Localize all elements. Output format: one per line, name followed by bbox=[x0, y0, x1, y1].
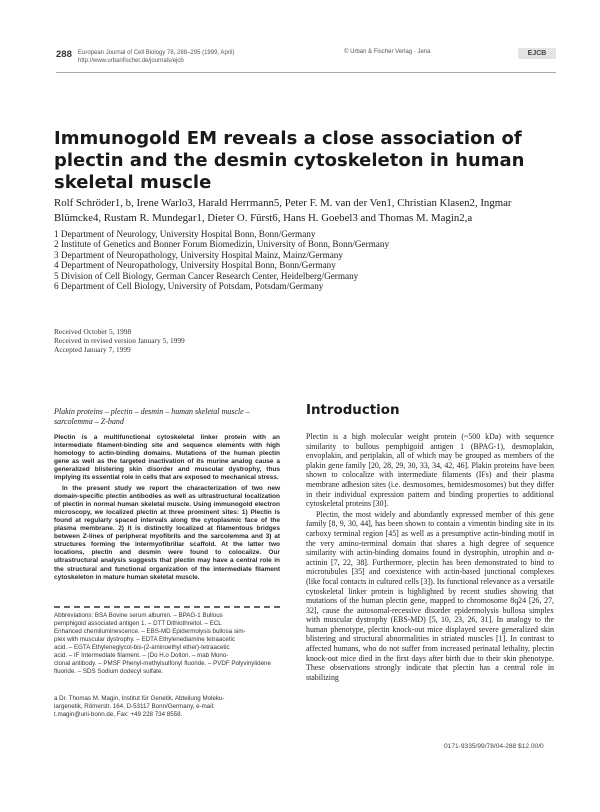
correspondence-line: t.magin@uni-bonn.de, Fax: +49 228 734 8558. bbox=[54, 711, 183, 718]
header-rule bbox=[56, 72, 556, 73]
journal-tag: EJCB bbox=[518, 48, 556, 59]
affiliation-line: 2 Institute of Genetics and Bonner Forum Biomedizin, University of Bonn, Bonn/Germany bbox=[54, 239, 390, 250]
correspondence-footnote bbox=[54, 695, 280, 719]
introduction-paragraph: Plectin, the most widely and abundantly expressed member of this gene family [8, 9, 30, 44], has been shown to contain a vimentin binding site in its carboxy terminal region [45] as well as a presumptive actin-binding motif in the very amino-terminal domain that shares a high degree of sequence similarity with actin-binding domains found in dystrophin, utrophin and α-actinin [7, 22, 38]. Furthermore, plectin has been demonstrated to bind to microtubules [35] and coexistence with actin-based junctional complexes (like focal contacts in cultured cells [3]). Its functional relevance as a versatile cytoskeletal linker protein is highlighted by recent studies showing that mutations of the human plectin gene, mapped to chromosome 8q24 [26, 27, 32], cause the autosomal-recessive disorder epidermolysis bullosa simplex with muscular dystrophy (EBS-MD) [5, 10, 23, 26, 31]. In analogy to the human phenotype, plectin knock-out mice displayed severe generalized skin blistering and structural abnormalities in striated muscles [1]. In contrast to affected humans, who do not suffer from increased perinatal lethality, plectin knock-out mice died in the first days after birth due to their skin phenotype. These observations strongly indicate that plectin has a central role in stabilizing bbox=[306, 509, 554, 682]
abstract bbox=[54, 434, 280, 584]
abbreviation-line: Enhanced chemiluminescence. – EBS-MD Epidermolysis bullosa sim- bbox=[54, 628, 246, 635]
affiliations bbox=[54, 229, 554, 291]
page-number: 288 bbox=[56, 49, 72, 60]
revised-date: Received in revised version January 5, 1999 bbox=[54, 336, 185, 345]
journal-line-1: European Journal of Cell Biology 78, 288–295 (1999, April) bbox=[78, 50, 235, 56]
publisher-line: © Urban & Fischer Verlag · Jena bbox=[344, 49, 431, 55]
abbreviation-line: clonal antibody. – PMSF Phenyl-methylsulfonyl fluoride. – PVDF Polyvinylidene fluoride. – SDS Sodium dodecyl sulfate. bbox=[54, 660, 271, 675]
affiliation-line: 4 Department of Neuropathology, University Hospital Bonn, Bonn/Germany bbox=[54, 260, 336, 271]
running-header bbox=[56, 49, 556, 69]
abstract-paragraph: Plectin is a multifunctional cytoskeletal linker protein with an intermediate filament-binding site and sequence elements with high homology to actin-binding domains. Mutations of the human plectin gene as well as the targeted inactivation of its murine analog cause a generalized blistering skin disorder and muscular dystrophy, thus implying its essential role in cells that are exposed to mechanical stress. bbox=[54, 434, 280, 482]
received-date: Received October 5, 1998 bbox=[54, 327, 132, 336]
journal-citation bbox=[78, 49, 234, 65]
section-heading-introduction: Introduction bbox=[306, 403, 400, 418]
accepted-date: Accepted January 7, 1999 bbox=[54, 345, 131, 354]
affiliation-line: 5 Division of Cell Biology, German Cancer Research Center, Heidelberg/Germany bbox=[54, 270, 359, 281]
abbreviation-line: acid. – EGTA Ethyleneglycol-bis-(2-aminoethyl ether)-tetraacetic bbox=[54, 644, 230, 651]
abbreviation-line: plex with muscular dystrophy. – EDTA Ethylenediamine tetraacetic bbox=[54, 636, 236, 643]
keywords: Plakin proteins – plectin – desmin – human skeletal muscle – sarcolemma – Z-band bbox=[54, 407, 250, 426]
abbreviation-line: pemphigoid associated antigen 1. – DTT Dithiothreitol. – ECL bbox=[54, 620, 222, 627]
author-list: Rolf Schröder1, b, Irene Warlo3, Harald Herrmann5, Peter F. M. van der Ven1, Christian Klasen2, Ingmar Blümcke4, Rustam R. Mundegar1, Dieter O. Fürst6, Hans H. Goebel3 and Thomas M. Magin2,a bbox=[54, 197, 512, 224]
affiliation-line: 3 Department of Neuropathology, University Hospital Mainz, Mainz/Germany bbox=[54, 249, 343, 260]
footnote-divider bbox=[54, 606, 280, 608]
introduction-body bbox=[306, 432, 554, 683]
article-dates bbox=[54, 327, 354, 354]
article-code: 0171-9335/99/78/04-288 $12.00/0 bbox=[444, 743, 544, 750]
introduction-paragraph: Plectin is a high molecular weight protein (~500 kDa) with sequence similarity to bullous pemphigoid antigen 1 (BPAG-1), desmoplakin, envoplakin, and periplakin, all of which may be grouped as members of the plakin gene family [20, 28, 29, 30, 33, 34, 42, 46]. Plakin proteins have been shown to colocalize with intermediate filaments (IFs) and their plasma membrane adhesion sites (i.e. desmosomes, hemidesmosomes) but they differ in their individual expression pattern and binding properties to additional cytoskeletal proteins [30]. bbox=[306, 432, 554, 509]
abbreviations bbox=[54, 612, 280, 676]
affiliation-line: 6 Department of Cell Biology, University of Potsdam, Potsdam/Germany bbox=[54, 281, 324, 292]
abbreviation-line: acid. – IF Intermediate filament. – (Do H.o Dolton. – mab Mono- bbox=[54, 652, 229, 659]
correspondence-line: a Dr. Thomas M. Magin, Institut für Genetik, Abteilung Moleku- bbox=[54, 695, 225, 702]
correspondence-line: largenetik, Römerstr. 164, D-53117 Bonn/Germany, e-mail: bbox=[54, 703, 215, 710]
article-title: Immunogold EM reveals a close association of plectin and the desmin cytoskeleton in human skeletal muscle bbox=[54, 128, 525, 193]
affiliation-line: 1 Department of Neurology, University Hospital Bonn, Bonn/Germany bbox=[54, 229, 316, 239]
abstract-paragraph: In the present study we report the characterization of two new domain-specific plectin antibodies as well as ultrastructural localization of plectin in normal human skeletal muscle. Using immunogold electron microscopy, we localized plectin at three prominent sites: 1) Plectin is found at regularly spaced intervals along the cytoplasmic face of the plasma membrane. 2) It is distinctly localized at filamentous bridges between Z-lines of peripheral myofibrils and the sarcolemma and 3) at structures forming the intermyofibrillar scaffold. At the latter two locations, plectin and desmin were found to colocalize. Our ultrastructural analysis suggests that plectin may have a central role in the structural and functional organization of the intermediate filament cytoskeleton in mature human skeletal muscle. bbox=[54, 484, 280, 581]
abbreviation-line: Abbreviations: BSA Bovine serum albumin. – BPAG-1 Bullous bbox=[54, 612, 223, 619]
journal-url[interactable]: http://www.urbanfischer.de/journals/ejcb bbox=[78, 58, 184, 64]
